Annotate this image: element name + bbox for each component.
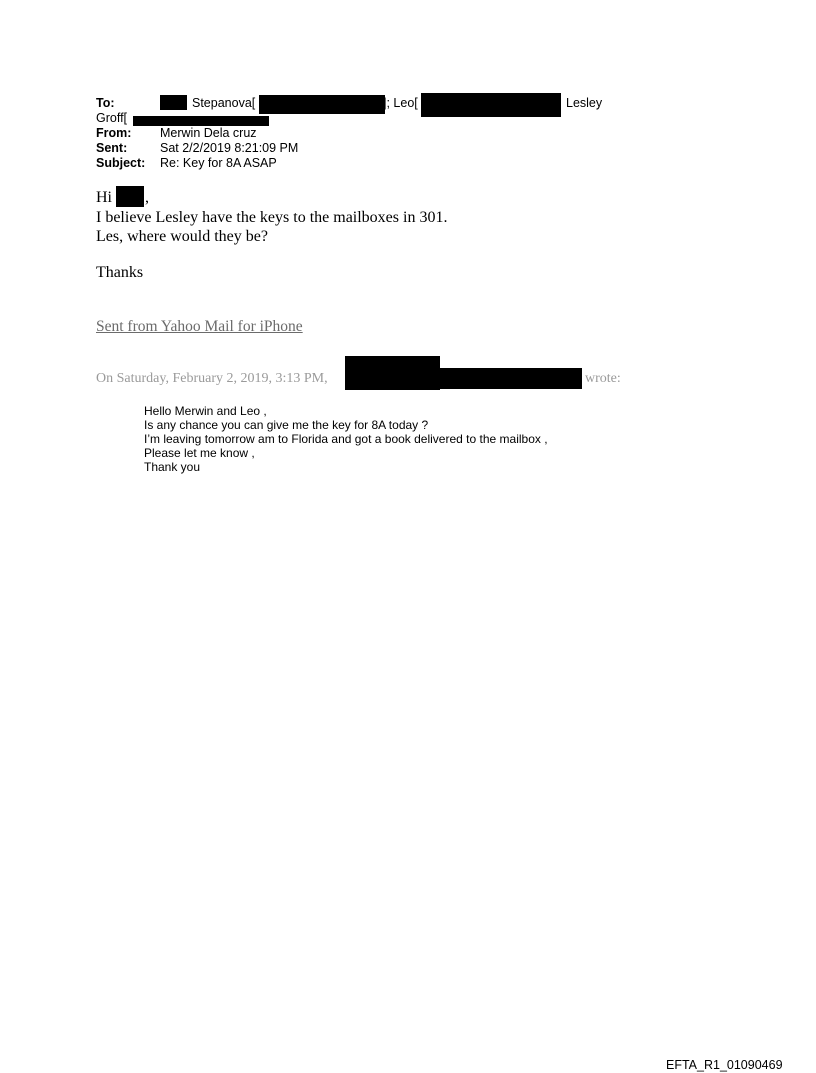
redaction-box bbox=[440, 368, 582, 389]
to-recipient-continuation: Groff[ bbox=[96, 111, 128, 125]
quoted-line: Hello Merwin and Leo , bbox=[144, 404, 267, 418]
quote-header-suffix: wrote: bbox=[585, 371, 621, 386]
to-recipient-1: Stepanova[ bbox=[192, 96, 256, 110]
body-line-1: I believe Lesley have the keys to the mailboxes in 301. bbox=[96, 209, 448, 226]
from-value: Merwin Dela cruz bbox=[160, 126, 257, 140]
quoted-line: Thank you bbox=[144, 460, 201, 474]
redaction-box bbox=[421, 93, 561, 117]
quoted-line: Is any chance you can give me the key for 8A today ? bbox=[144, 418, 429, 432]
subject-label: Subject: bbox=[96, 156, 146, 170]
sent-value: Sat 2/2/2019 8:21:09 PM bbox=[160, 141, 299, 155]
redaction-box bbox=[133, 116, 269, 126]
quoted-line: Please let me know , bbox=[144, 446, 255, 460]
to-recipient-3: Lesley bbox=[566, 96, 603, 110]
redaction-box bbox=[345, 356, 440, 390]
to-separator: ]; Leo[ bbox=[383, 96, 418, 110]
subject-value: Re: Key for 8A ASAP bbox=[160, 156, 277, 170]
greeting-text: Hi bbox=[96, 189, 112, 206]
redaction-box bbox=[160, 95, 187, 110]
redaction-box bbox=[259, 95, 385, 114]
sent-label: Sent: bbox=[96, 141, 128, 155]
document-id: EFTA_R1_01090469 bbox=[666, 1058, 783, 1072]
redaction-box bbox=[116, 186, 144, 207]
greeting-comma: , bbox=[145, 189, 149, 206]
quoted-line: I’m leaving tomorrow am to Florida and got a book delivered to the mailbox , bbox=[144, 432, 548, 446]
to-label: To: bbox=[96, 96, 115, 110]
from-label: From: bbox=[96, 126, 132, 140]
signature-link[interactable]: Sent from Yahoo Mail for iPhone bbox=[96, 318, 303, 335]
signoff-text: Thanks bbox=[96, 264, 144, 281]
body-line-2: Les, where would they be? bbox=[96, 228, 268, 245]
quote-header-prefix: On Saturday, February 2, 2019, 3:13 PM, bbox=[96, 371, 328, 386]
